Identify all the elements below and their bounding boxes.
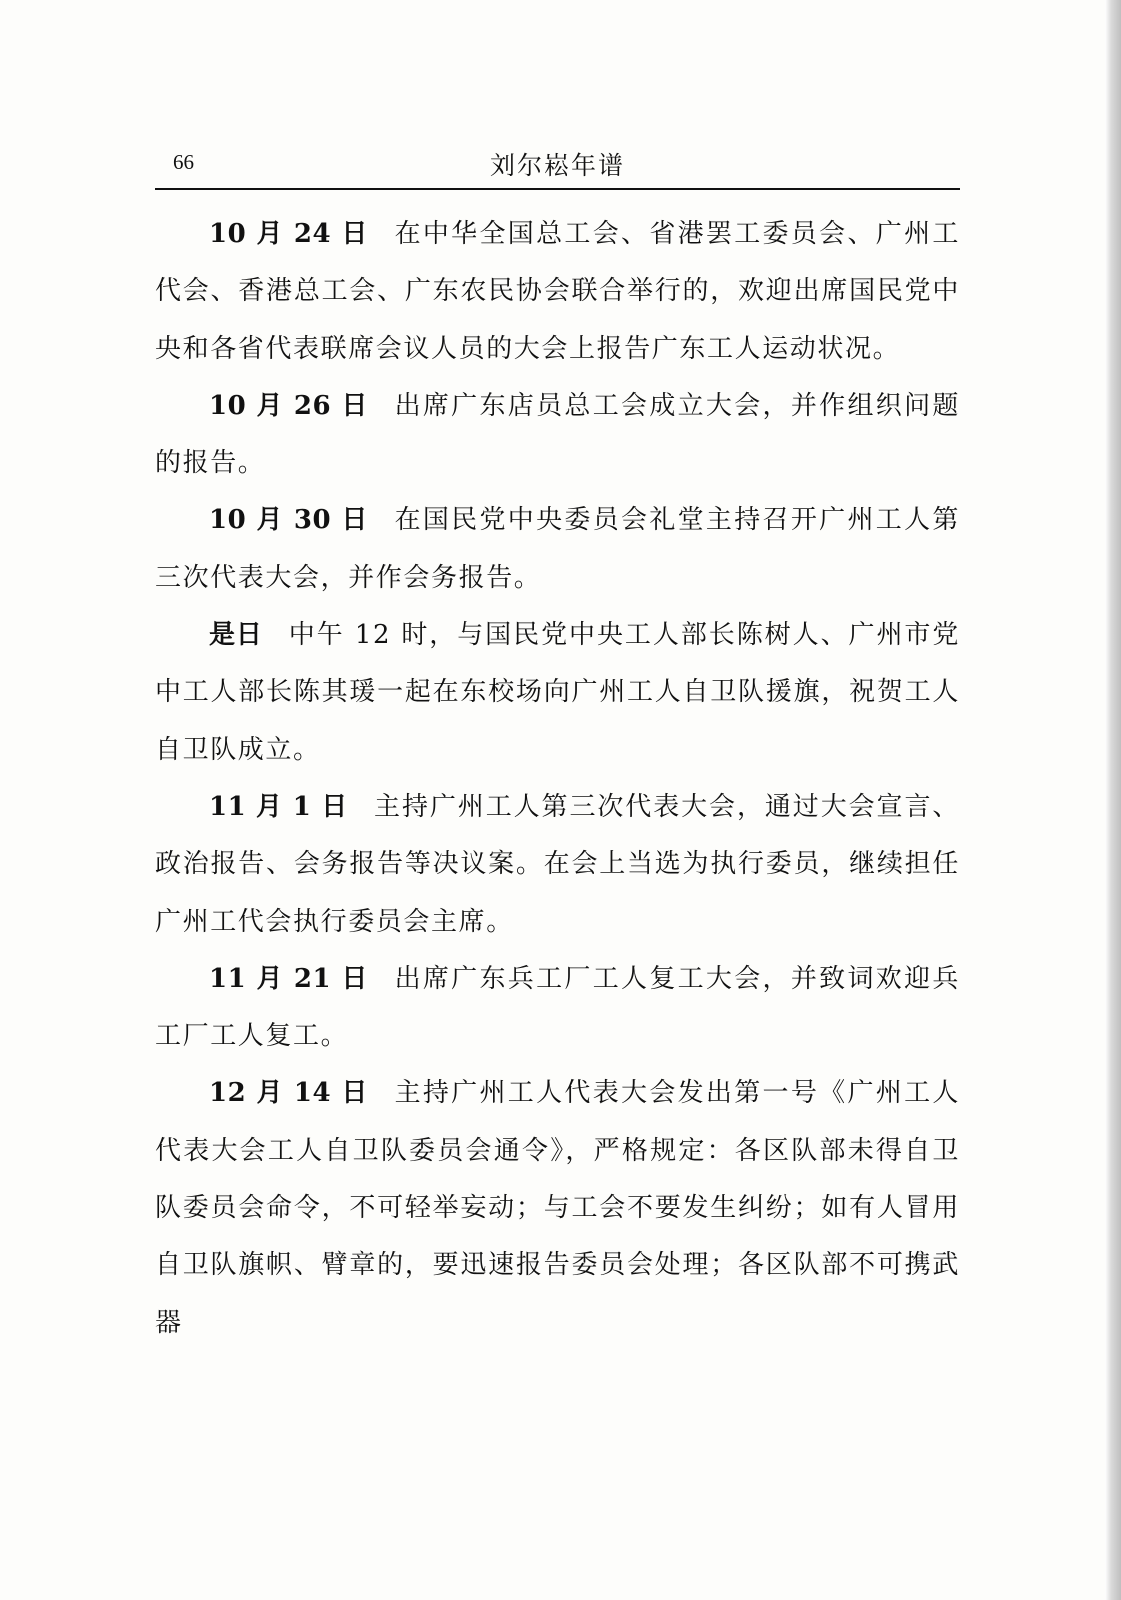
entry-date: 11 月 21 日: [209, 963, 369, 994]
entry-paragraph: [155, 206, 960, 378]
entry-text: 在国民党中央委员会礼堂主持召开广州工人第三次代表大会，并作会务报告。: [155, 505, 960, 593]
entry-text: 出席广东兵工厂工人复工大会，并致词欢迎兵工厂工人复工。: [155, 963, 960, 1052]
entry-paragraph: [155, 607, 960, 779]
entry-paragraph: [155, 1065, 960, 1351]
entry-text: 中午 12 时，与国民党中央工人部长陈树人、广州市党中工人部长陈其瑗一起在东校场向广州工人自卫队援旗，祝贺工人自卫队成立。: [155, 620, 960, 765]
entry-text: 主持广州工人第三次代表大会，通过大会宣言、政治报告、会务报告等决议案。在会上当选为执行委员，继续担任广州工代会执行委员会主席。: [155, 791, 960, 937]
header-rule: [155, 188, 960, 190]
entry-text: 主持广州工人代表大会发出第一号《广州工人代表大会工人自卫队委员会通令》，严格规定：各区队部未得自卫队委员会命令，不可轻举妄动；与工会不要发生纠纷；如有人冒用自卫队旗帜、臂章的，要迅速报告委员会处理；各区队部不可携武器: [155, 1078, 960, 1338]
entry-date: 10 月 24 日: [209, 219, 369, 249]
entry-date: 是日: [209, 620, 263, 651]
running-title: 刘尔崧年谱: [489, 151, 625, 180]
entry-text: 在中华全国总工会、省港罢工委员会、广州工代会、香港总工会、广东农民协会联合举行的，欢迎出席国民党中央和各省代表联席会议人员的大会上报告广东工人运动状况。: [155, 219, 960, 364]
body-text: [155, 206, 960, 1352]
entry-date: 11 月 1 日: [209, 791, 349, 822]
entry-text: 出席广东店员总工会成立大会，并作组织问题的报告。: [155, 390, 960, 479]
entry-paragraph: [155, 951, 960, 1066]
entry-paragraph: [155, 779, 960, 951]
entry-date: 10 月 26 日: [209, 390, 369, 421]
entry-paragraph: [155, 378, 960, 493]
page-edge-shadow: [1105, 0, 1121, 1600]
entry-date: 10 月 30 日: [209, 505, 369, 536]
page-number: 66: [173, 150, 194, 174]
page-header: [155, 146, 960, 186]
entry-date: 12 月 14 日: [209, 1078, 369, 1109]
entry-paragraph: [155, 492, 960, 607]
